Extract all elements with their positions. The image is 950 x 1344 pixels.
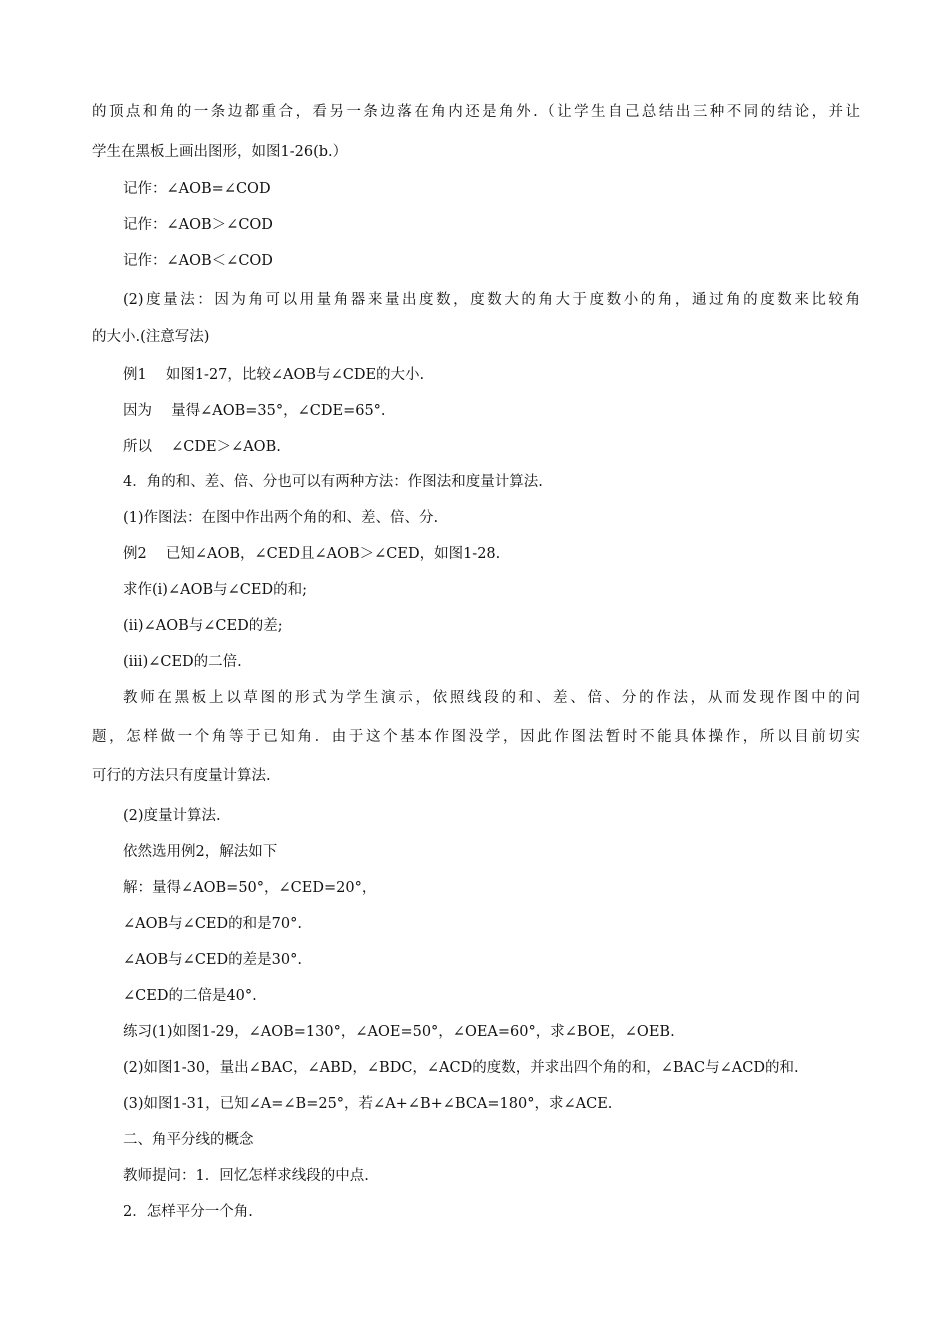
exercise-3: (3)如图1-31，已知∠A=∠B=25°，若∠A+∠B+∠BCA=180°，求∠ACE.: [123, 1096, 613, 1112]
example-1: 例1 如图1-27，比较∠AOB与∠CDE的大小.: [123, 367, 425, 383]
solution-difference: ∠AOB与∠CED的差是30°.: [123, 952, 302, 968]
calc-method-intro: 依然选用例2，解法如下: [123, 844, 278, 860]
calc-method-heading: (2)度量计算法.: [123, 808, 221, 824]
measurement-method-line-2: 的大小.(注意写法): [92, 329, 210, 345]
exercise-1: 练习(1)如图1-29，∠AOB=130°，∠AOE=50°，∠OEA=60°，求∠BOE，∠OEB.: [123, 1024, 675, 1040]
solution-double: ∠CED的二倍是40°.: [123, 988, 257, 1004]
solution-measure: 解：量得∠AOB=50°，∠CED=20°，: [123, 880, 377, 896]
paragraph-line-1: 的顶点和角的一条边都重合，看另一条边落在角内还是角外.（让学生自己总结出三种不同的结论，并让: [92, 104, 860, 120]
teacher-question-2: 2．怎样平分一个角.: [123, 1204, 253, 1220]
exercise-2: (2)如图1-30，量出∠BAC，∠ABD，∠BDC，∠ACD的度数，并求出四个角的和，∠BAC与∠ACD的和.: [123, 1060, 799, 1076]
teacher-demo-line-1: 教师在黑板上以草图的形式为学生演示，依照线段的和、差、倍、分的作法，从而发现作图中的问: [123, 690, 860, 706]
notation-less: 记作：∠AOB＜∠COD: [123, 253, 273, 269]
example-2: 例2 已知∠AOB，∠CED且∠AOB＞∠CED，如图1-28.: [123, 546, 501, 562]
construct-item-ii: (ii)∠AOB与∠CED的差;: [123, 618, 283, 634]
measurement-method-line-1: (2)度量法：因为角可以用量角器来量出度数，度数大的角大于度数小的角，通过角的度数来比较角: [123, 292, 860, 308]
construct-item-i: 求作(i)∠AOB与∠CED的和;: [123, 582, 307, 598]
notation-equal: 记作：∠AOB=∠COD: [123, 181, 271, 197]
teacher-question-1: 教师提问：1．回忆怎样求线段的中点.: [123, 1168, 369, 1184]
example-1-because: 因为 量得∠AOB=35°，∠CDE=65°.: [123, 403, 386, 419]
example-1-therefore: 所以 ∠CDE＞∠AOB.: [123, 439, 281, 455]
paragraph-line-2: 学生在黑板上画出图形，如图1-26(b.）: [92, 144, 348, 160]
section-2-heading: 二、角平分线的概念: [123, 1132, 254, 1148]
solution-sum: ∠AOB与∠CED的和是70°.: [123, 916, 302, 932]
construction-method: (1)作图法：在图中作出两个角的和、差、倍、分.: [123, 510, 439, 526]
teacher-demo-line-3: 可行的方法只有度量计算法.: [92, 768, 271, 784]
notation-greater: 记作：∠AOB＞∠COD: [123, 217, 273, 233]
section-4-heading: 4．角的和、差、倍、分也可以有两种方法：作图法和度量计算法.: [123, 474, 543, 490]
teacher-demo-line-2: 题，怎样做一个角等于已知角．由于这个基本作图没学，因此作图法暂时不能具体操作，所以目前切实: [92, 729, 860, 745]
construct-item-iii: (iii)∠CED的二倍.: [123, 654, 242, 670]
